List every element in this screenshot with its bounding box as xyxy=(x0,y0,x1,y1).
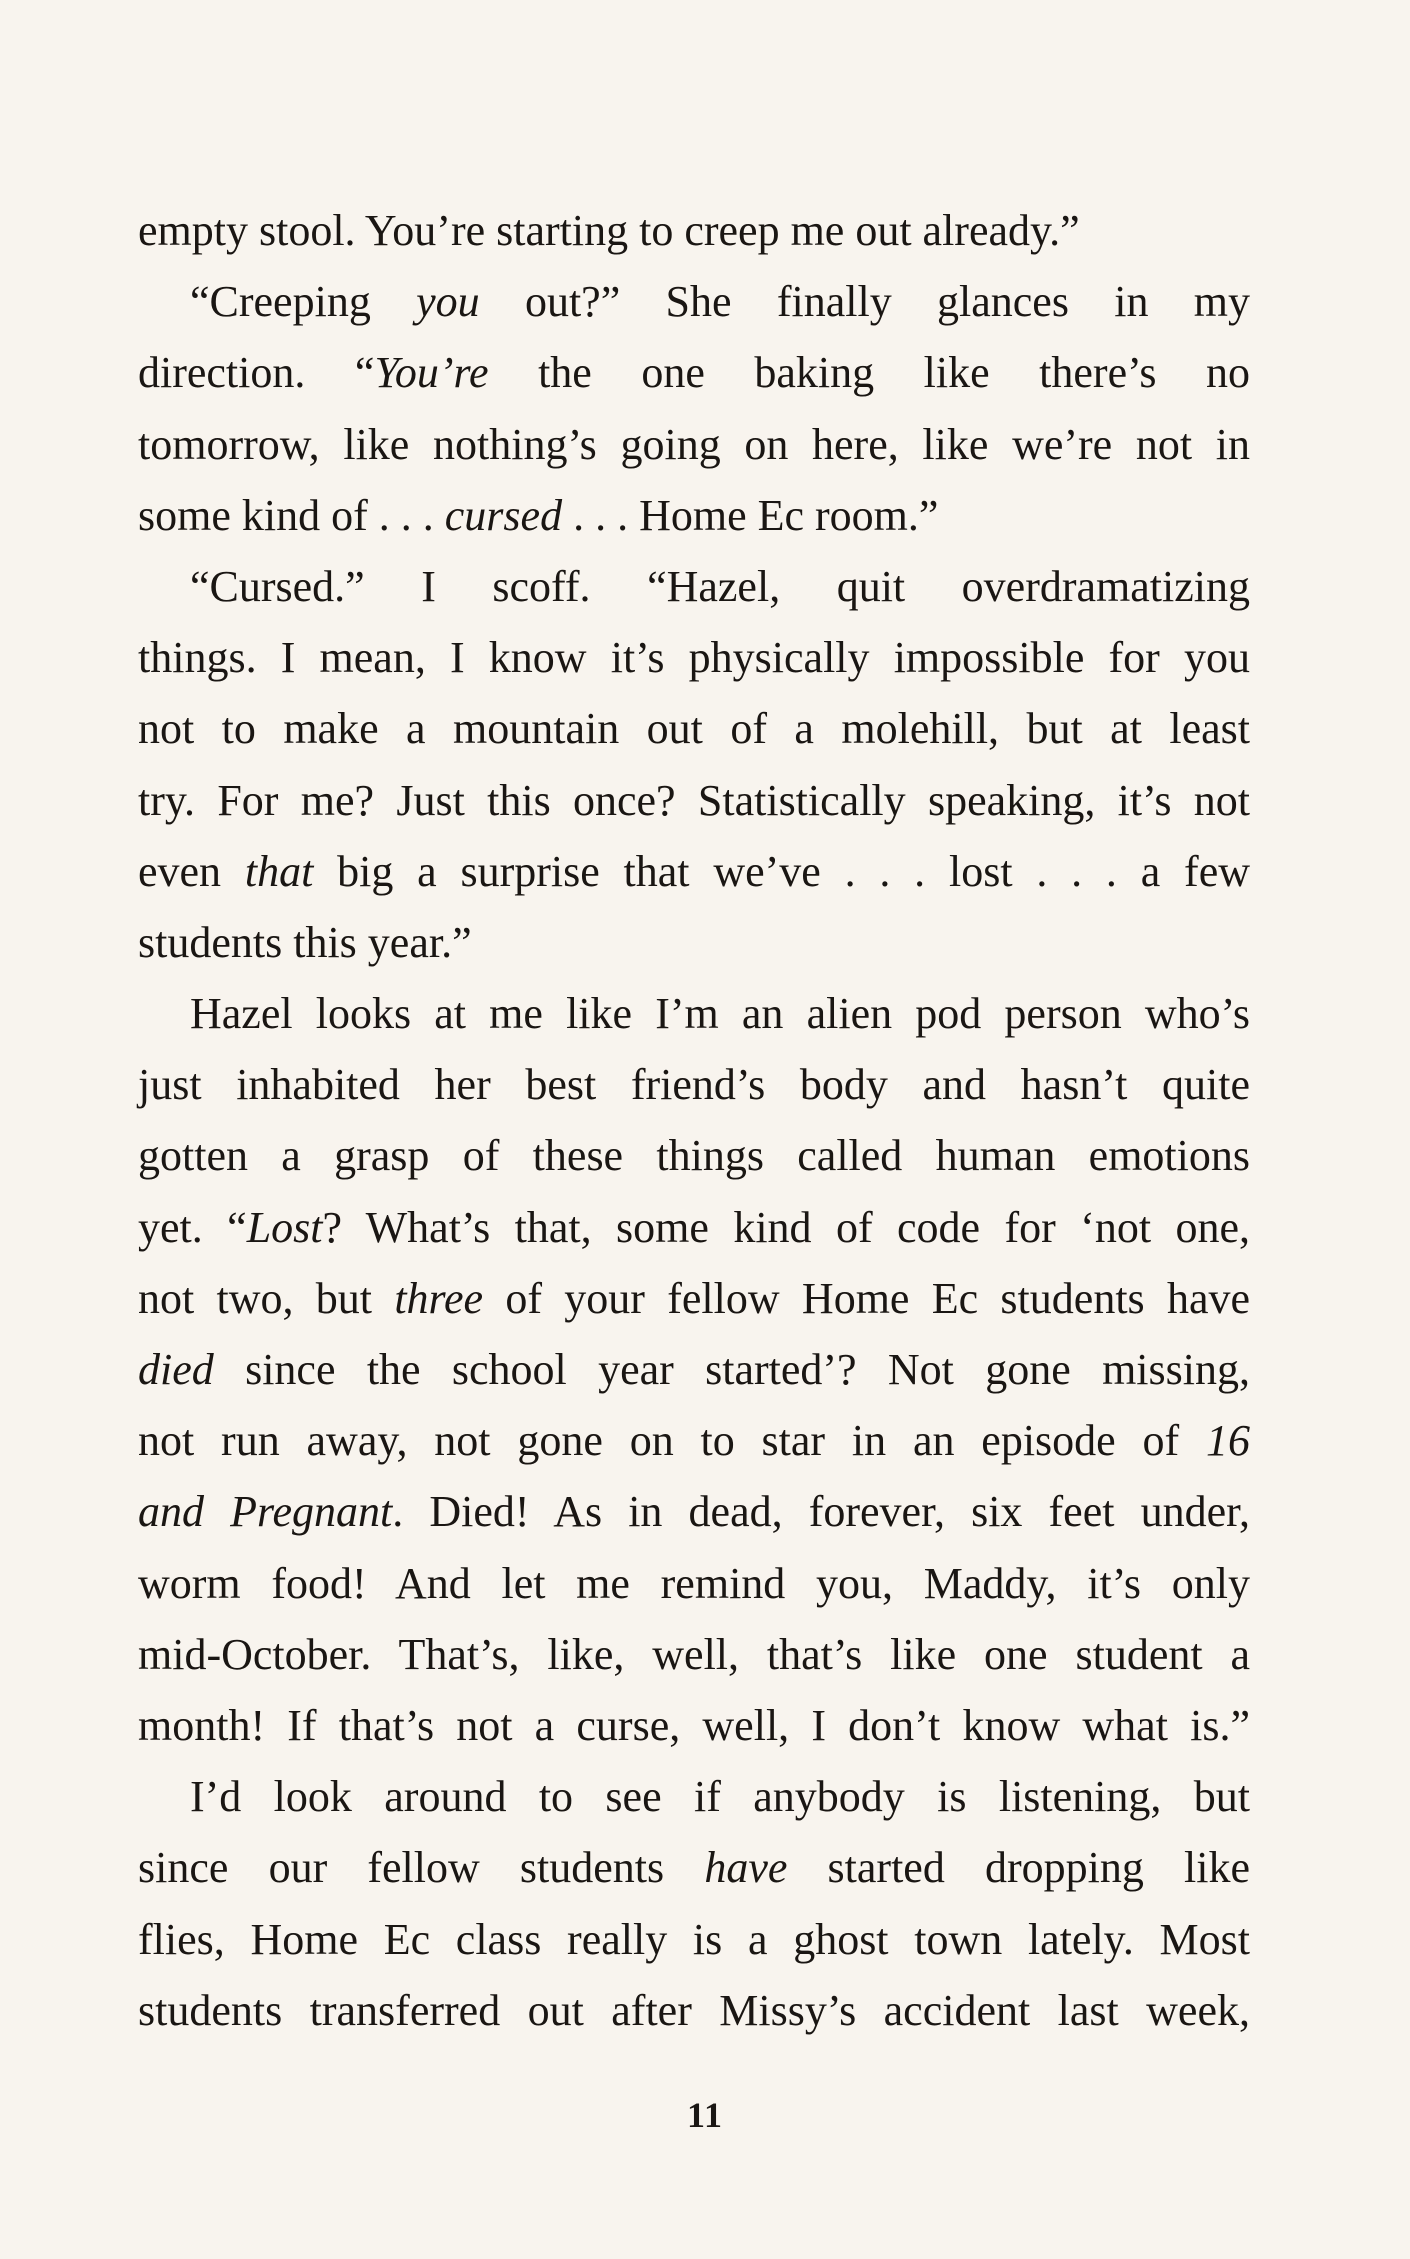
body-text xyxy=(138,195,1250,2046)
text-run: out?” She finally glances in my xyxy=(479,277,1251,327)
text-line xyxy=(138,1334,1250,1405)
text-line xyxy=(138,693,1250,764)
text-run: students this year.” xyxy=(138,917,472,967)
text-run: students transferred out after Missy’s accident last week, xyxy=(138,1985,1250,2035)
text-run: even xyxy=(138,846,245,896)
text-run: “Creeping xyxy=(190,277,417,327)
text-run: not two, but xyxy=(138,1273,395,1323)
text-run: flies, Home Ec class really is a ghost town lately. Most xyxy=(138,1914,1250,1964)
text-line xyxy=(138,1619,1250,1690)
text-line xyxy=(138,1761,1250,1832)
text-run: yet. “ xyxy=(138,1202,247,1252)
text-run: Hazel looks at me like I’m an alien pod person who’s xyxy=(190,989,1250,1039)
text-line xyxy=(138,836,1250,907)
text-run: big a surprise that we’ve . . . lost . . . a few xyxy=(313,846,1250,896)
text-line xyxy=(138,1192,1250,1263)
italic-text: that xyxy=(244,846,314,896)
text-line xyxy=(138,551,1250,622)
text-line xyxy=(138,266,1250,337)
italic-text: You’re xyxy=(374,348,489,398)
text-run: not to make a mountain out of a molehill, but at least xyxy=(138,704,1250,754)
italic-text: Lost xyxy=(246,1202,323,1252)
text-line xyxy=(138,978,1250,1049)
text-run: worm food! And let me remind you, Maddy, it’s only xyxy=(138,1558,1250,1608)
text-run: month! If that’s not a curse, well, I don’t know what is.” xyxy=(138,1700,1250,1750)
text-run: some kind of . . . xyxy=(138,490,445,540)
text-run: “Cursed.” I scoff. “Hazel, quit overdramatizing xyxy=(190,561,1250,611)
text-run: since the school year started’? Not gone missing, xyxy=(213,1345,1250,1394)
text-run: of your fellow Home Ec students have xyxy=(483,1273,1251,1323)
text-run: mid-October. That’s, like, well, that’s like one student a xyxy=(138,1629,1250,1679)
italic-text: cursed xyxy=(444,490,563,540)
page-number: 11 xyxy=(686,2095,723,2135)
italic-text: and Pregnant xyxy=(138,1487,393,1537)
text-run: empty stool. You’re starting to creep me out already.” xyxy=(138,206,1080,255)
text-run: ? What’s that, some kind of code for ‘not one, xyxy=(322,1202,1250,1252)
text-run: direction. “ xyxy=(138,348,375,398)
text-run: just inhabited her best friend’s body and hasn’t quite xyxy=(138,1060,1250,1110)
text-line xyxy=(138,765,1250,836)
text-run: I’d look around to see if anybody is listening, but xyxy=(190,1772,1250,1822)
text-run: things. I mean, I know it’s physically impossible for you xyxy=(138,633,1250,683)
text-line xyxy=(138,1049,1250,1120)
text-line xyxy=(138,622,1250,693)
text-line xyxy=(138,337,1250,408)
text-run: try. For me? Just this once? Statistically speaking, it’s not xyxy=(138,775,1250,825)
text-run: . Died! As in dead, forever, six feet under, xyxy=(392,1487,1250,1537)
text-run: the one baking like there’s no xyxy=(488,348,1250,398)
italic-text: have xyxy=(704,1843,788,1893)
text-line xyxy=(138,409,1250,480)
text-run: tomorrow, like nothing’s going on here, like we’re not in xyxy=(138,419,1250,469)
italic-text: 16 xyxy=(1206,1416,1250,1466)
text-line xyxy=(138,1832,1250,1903)
italic-text: died xyxy=(138,1345,214,1394)
text-line xyxy=(138,1405,1250,1476)
text-line xyxy=(138,1548,1250,1619)
text-run: since our fellow students xyxy=(138,1843,705,1893)
text-line xyxy=(138,1263,1250,1334)
text-run: gotten a grasp of these things called human emotions xyxy=(138,1131,1250,1181)
text-run: . . . Home Ec room.” xyxy=(562,490,939,540)
text-line xyxy=(138,195,1250,266)
text-line xyxy=(138,907,1250,978)
text-line xyxy=(138,1476,1250,1547)
text-line xyxy=(138,1120,1250,1191)
text-run: started dropping like xyxy=(787,1843,1250,1893)
text-run: not run away, not gone on to star in an episode of xyxy=(138,1416,1206,1466)
italic-text: three xyxy=(394,1273,484,1323)
text-line xyxy=(138,1904,1250,1975)
text-line xyxy=(138,1975,1250,2046)
text-line xyxy=(138,1690,1250,1761)
italic-text: you xyxy=(416,277,480,327)
text-line xyxy=(138,480,1250,551)
